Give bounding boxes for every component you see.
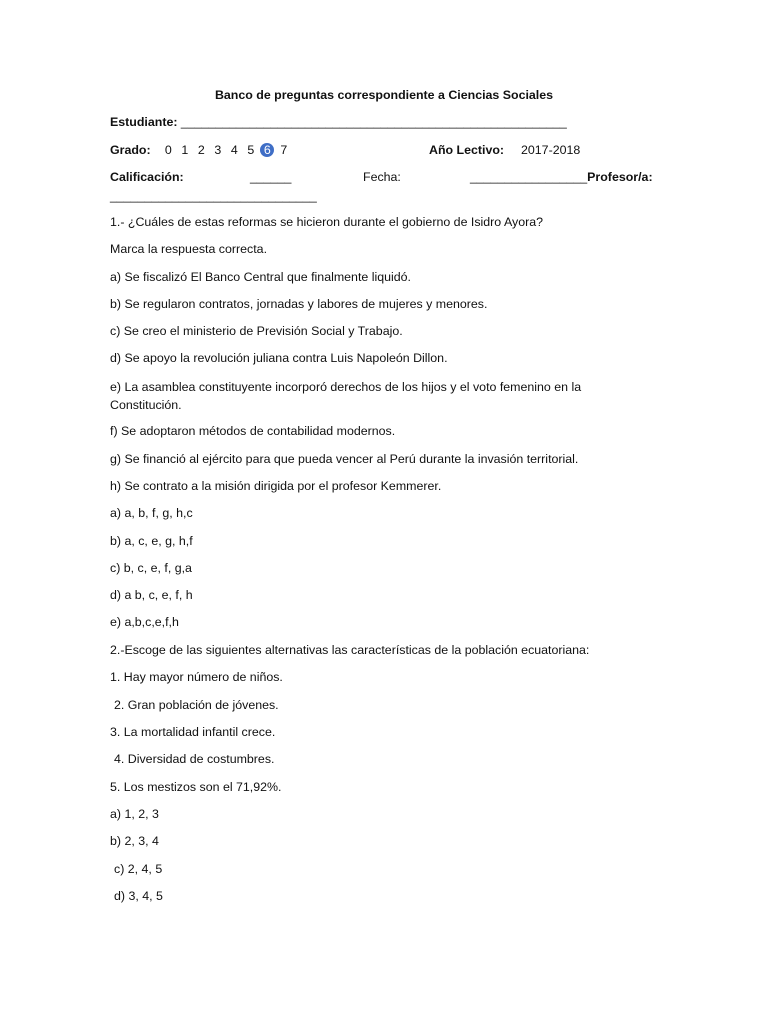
grade-option-6-selected[interactable]: 6 xyxy=(260,143,274,157)
grade-option-7[interactable]: 7 xyxy=(280,143,288,157)
q1-option-a[interactable]: a) a, b, f, g, h,c xyxy=(110,506,193,520)
q2-item-1: 1. Hay mayor número de niños. xyxy=(110,670,283,684)
q1-option-b[interactable]: b) a, c, e, g, h,f xyxy=(110,534,193,548)
grade-label: Grado: xyxy=(110,143,151,157)
q1-item-h: h) Se contrato a la misión dirigida por el profesor Kemmerer. xyxy=(110,479,442,493)
school-year-value: 2017-2018 xyxy=(521,143,581,157)
grade-option-5[interactable]: 5 xyxy=(247,143,255,157)
student-line[interactable]: ________________________________________________________ xyxy=(180,115,567,129)
q2-option-d[interactable]: d) 3, 4, 5 xyxy=(114,889,163,903)
grade-options xyxy=(160,143,292,157)
grade-option-3[interactable]: 3 xyxy=(214,143,222,157)
student-label: Estudiante: xyxy=(110,115,178,129)
q1-item-d: d) Se apoyo la revolución juliana contra Luis Napoleón Dillon. xyxy=(110,351,448,365)
score-line[interactable]: ______ xyxy=(250,170,292,184)
document-title: Banco de preguntas correspondiente a Ciencias Sociales xyxy=(214,88,554,102)
school-year-label: Año Lectivo: xyxy=(429,143,505,157)
score-label: Calificación: xyxy=(110,170,184,184)
grade-option-4[interactable]: 4 xyxy=(230,143,238,157)
q1-instruction: Marca la respuesta correcta. xyxy=(110,242,268,256)
student-row xyxy=(110,114,567,130)
grade-option-1[interactable]: 1 xyxy=(181,143,189,157)
grade-row xyxy=(110,142,292,158)
date-label: Fecha: xyxy=(363,170,401,184)
q2-option-a[interactable]: a) 1, 2, 3 xyxy=(110,807,159,821)
q1-option-d[interactable]: d) a b, c, e, f, h xyxy=(110,588,193,602)
date-line[interactable]: _________________ xyxy=(470,170,588,184)
q2-question: 2.-Escoge de las siguientes alternativas las características de la población ecuatoriana: xyxy=(110,643,590,657)
teacher-label: Profesor/a: xyxy=(587,170,653,184)
q1-item-a: a) Se fiscalizó El Banco Central que finalmente liquidó. xyxy=(110,270,411,284)
date-teacher-group xyxy=(470,169,653,185)
q1-question: 1.- ¿Cuáles de estas reformas se hicieron durante el gobierno de Isidro Ayora? xyxy=(110,215,543,229)
q2-option-b[interactable]: b) 2, 3, 4 xyxy=(110,834,159,848)
q1-option-c[interactable]: c) b, c, e, f, g,a xyxy=(110,561,192,575)
q1-item-e: e) La asamblea constituyente incorporó derechos de los hijos y el voto femenino en la Constitución. xyxy=(110,380,582,412)
score-row xyxy=(110,169,184,185)
q2-item-2: 2. Gran población de jóvenes. xyxy=(114,698,279,712)
q1-option-e[interactable]: e) a,b,c,e,f,h xyxy=(110,615,179,629)
q1-item-b: b) Se regularon contratos, jornadas y labores de mujeres y menores. xyxy=(110,297,488,311)
q2-item-3: 3. La mortalidad infantil crece. xyxy=(110,725,276,739)
q1-item-g: g) Se financió al ejército para que pueda vencer al Perú durante la invasión territorial. xyxy=(110,452,579,466)
q2-option-c[interactable]: c) 2, 4, 5 xyxy=(114,862,163,876)
q2-item-4: 4. Diversidad de costumbres. xyxy=(114,752,275,766)
grade-option-0[interactable]: 0 xyxy=(164,143,172,157)
q2-item-5: 5. Los mestizos son el 71,92%. xyxy=(110,780,282,794)
q1-item-f: f) Se adoptaron métodos de contabilidad modernos. xyxy=(110,424,396,438)
grade-option-2[interactable]: 2 xyxy=(197,143,205,157)
teacher-line[interactable]: ______________________________ xyxy=(110,189,317,203)
q1-item-c: c) Se creo el ministerio de Previsión Social y Trabajo. xyxy=(110,324,403,338)
